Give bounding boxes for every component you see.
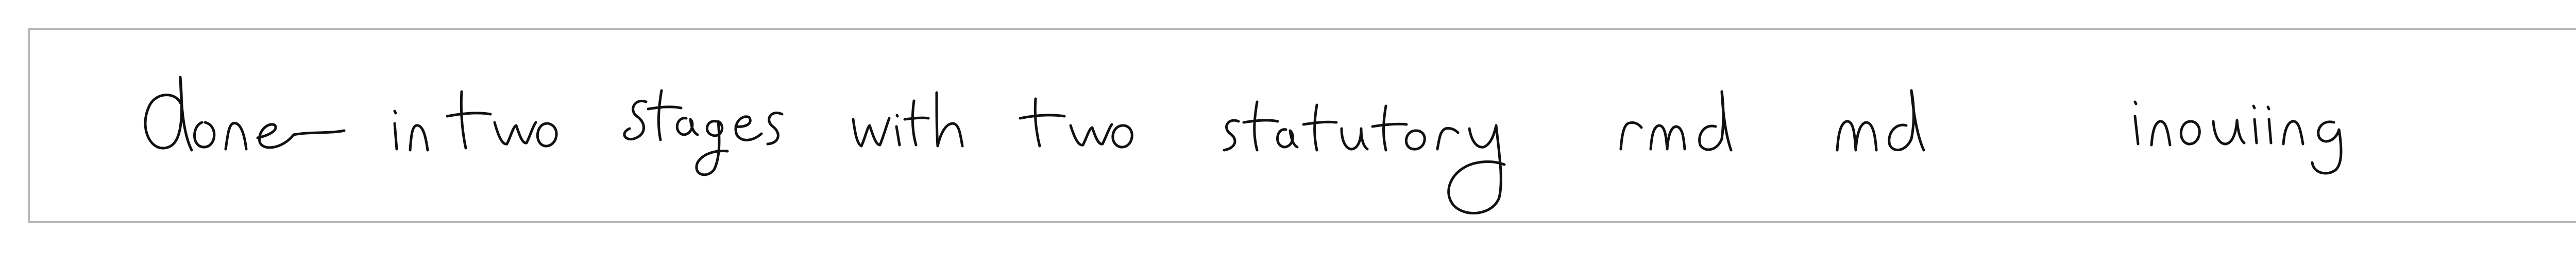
- word-in: [395, 111, 428, 150]
- word-done: [145, 77, 344, 150]
- word-stages: [624, 91, 782, 175]
- word-two-2: [1020, 99, 1132, 147]
- word-rmd: [1621, 92, 1731, 150]
- word-with: [853, 93, 962, 146]
- word-statutory: [1224, 102, 1504, 213]
- word-two: [447, 92, 556, 148]
- word-inouiing: [2135, 102, 2341, 173]
- word-md: [1837, 91, 1924, 150]
